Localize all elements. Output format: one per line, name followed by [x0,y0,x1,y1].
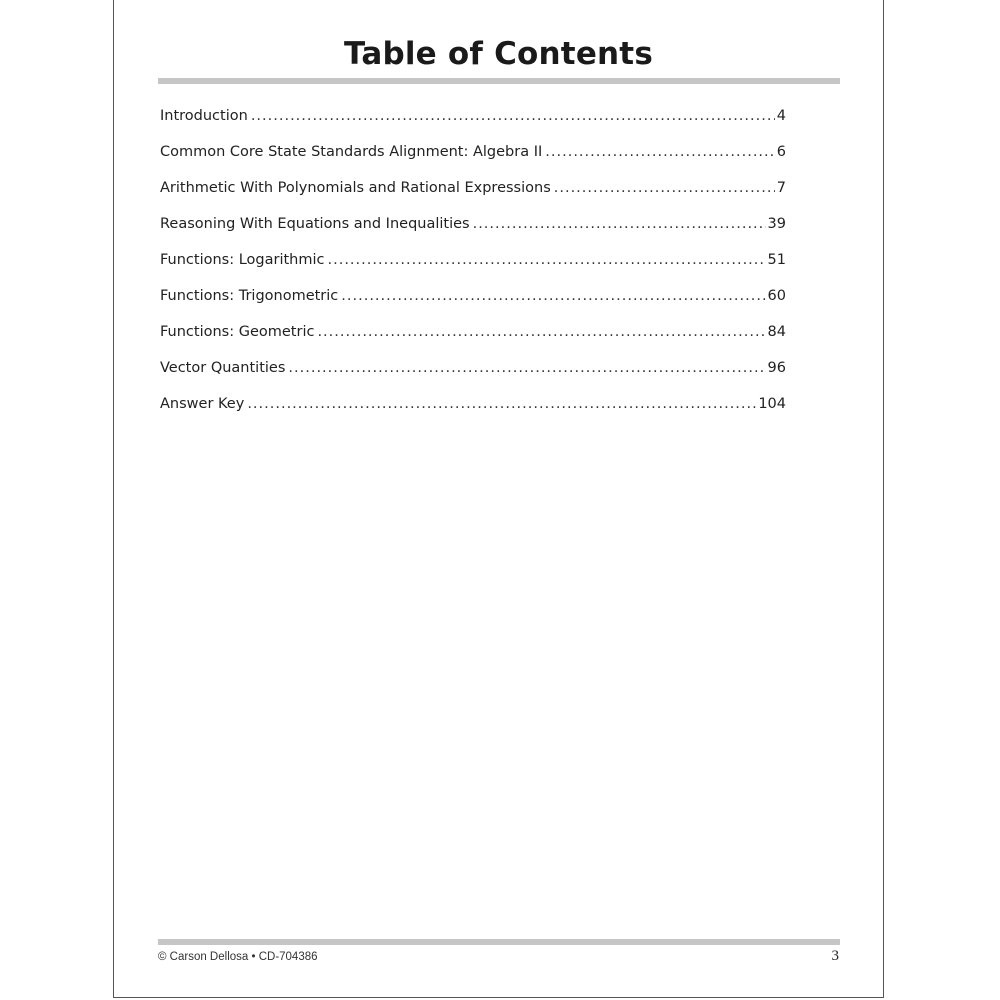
toc-dot-leader [288,360,765,376]
toc-entry-logarithmic[interactable] [160,252,786,288]
toc-entry-label: Vector Quantities [160,360,286,376]
footer-rule [158,939,840,945]
toc-entry-label: Common Core State Standards Alignment: Algebra II [160,144,543,160]
toc-entry-standards-alignment[interactable] [160,144,786,180]
toc-entry-page: 60 [767,288,786,304]
toc-dot-leader [545,144,774,160]
toc-entry-label: Functions: Logarithmic [160,252,325,268]
toc-entry-label: Introduction [160,108,248,124]
footer-page-number: 3 [831,948,839,964]
toc-dot-leader [554,180,775,196]
toc-entry-label: Functions: Geometric [160,324,315,340]
toc-entry-label: Arithmetic With Polynomials and Rational Expressions [160,180,551,196]
page-title: Table of Contents [344,36,653,72]
toc-entry-introduction[interactable] [160,108,786,144]
toc-dot-leader [317,324,765,340]
toc-dot-leader [247,396,756,412]
toc-entry-trigonometric[interactable] [160,288,786,324]
toc-dot-leader [341,288,765,304]
toc-entry-equations[interactable] [160,216,786,252]
document-page [113,0,884,998]
footer-copyright: © Carson Dellosa • CD-704386 [158,951,318,963]
toc-entry-geometric[interactable] [160,324,786,360]
toc-dot-leader [328,252,766,268]
header-rule [158,78,840,84]
toc-entry-label: Answer Key [160,396,245,412]
toc-entry-page: 39 [767,216,786,232]
toc-entry-label: Reasoning With Equations and Inequalities [160,216,470,232]
toc-dot-leader [473,216,766,232]
table-of-contents [160,108,786,432]
toc-entry-page: 84 [767,324,786,340]
toc-dot-leader [251,108,775,124]
toc-entry-polynomials[interactable] [160,180,786,216]
toc-entry-vectors[interactable] [160,360,786,396]
toc-entry-label: Functions: Trigonometric [160,288,339,304]
toc-entry-page: 51 [767,252,786,268]
toc-entry-page: 104 [758,396,786,412]
toc-entry-page: 7 [776,180,786,196]
toc-entry-page: 6 [776,144,786,160]
toc-entry-page: 96 [767,360,786,376]
toc-entry-page: 4 [776,108,786,124]
toc-entry-answer-key[interactable] [160,396,786,432]
